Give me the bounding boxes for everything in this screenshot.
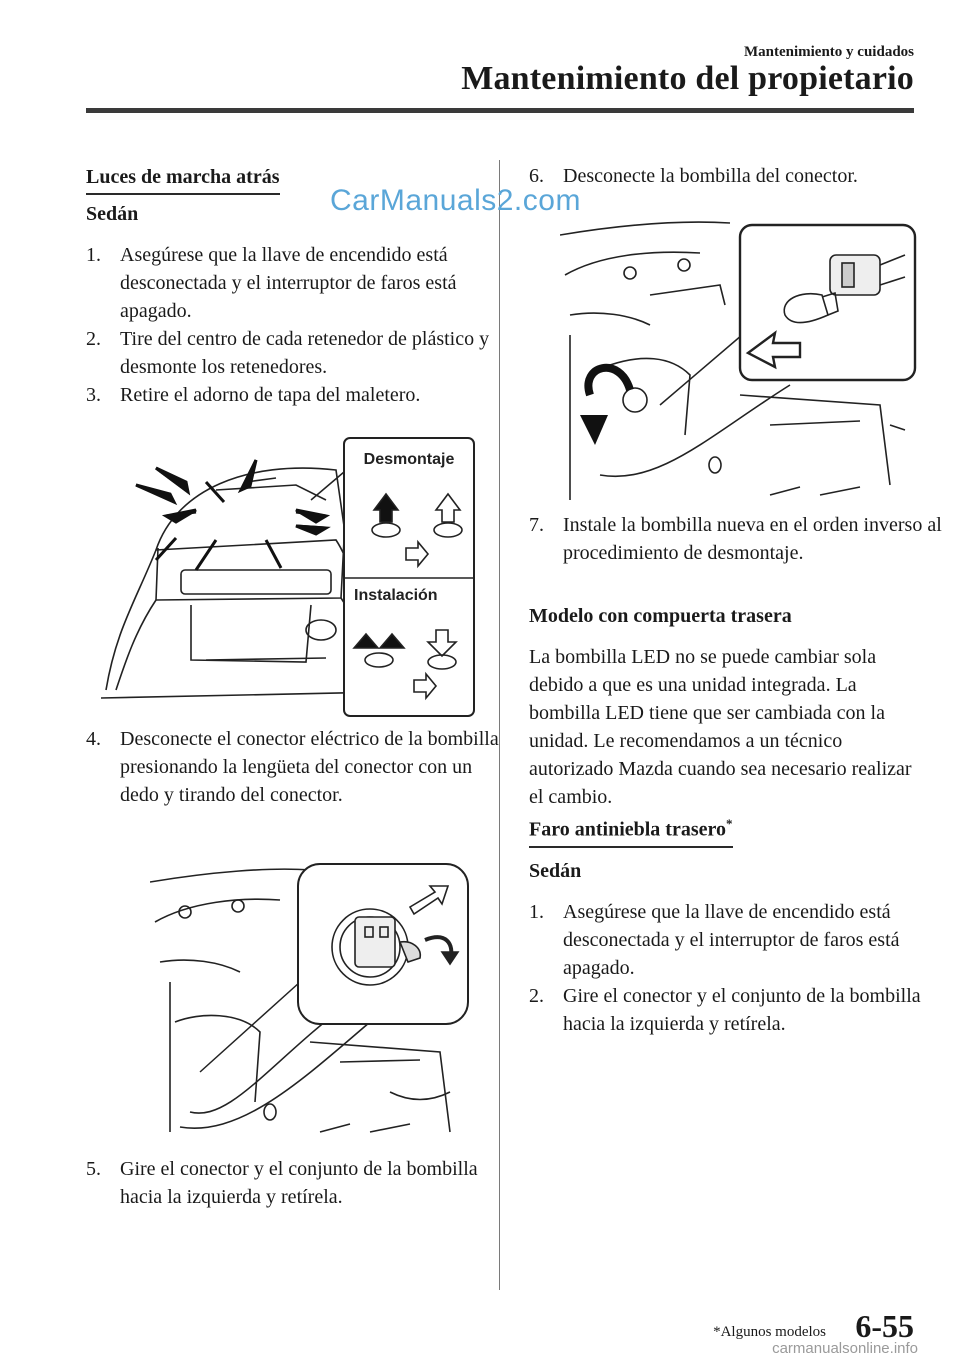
callout-line bbox=[660, 335, 742, 405]
subtitle-sedan-fog: Sedán bbox=[529, 860, 582, 882]
figure-bulb-connector bbox=[560, 215, 920, 505]
footer-site-watermark[interactable]: carmanualsonline.info bbox=[772, 1340, 918, 1357]
step-number: 7. bbox=[529, 514, 544, 536]
step-text: Tire del centro de cada retenedor de plástico y desmonte los retenedores. bbox=[120, 328, 490, 378]
section-title-reverse-lights bbox=[86, 166, 280, 195]
step-number: 3. bbox=[86, 384, 101, 406]
step-number: 1. bbox=[529, 901, 544, 923]
callout-line bbox=[200, 982, 300, 1072]
step-text: Instale la bombilla nueva en el orden inverso al procedimiento de desmontaje. bbox=[563, 514, 942, 564]
header-rule bbox=[86, 108, 914, 113]
section-title-underline bbox=[86, 193, 280, 195]
step-text: Gire el conector y el conjunto de la bombilla hacia la izquierda y retírela. bbox=[563, 985, 921, 1035]
step-7 bbox=[529, 511, 942, 595]
figure-connector bbox=[150, 862, 470, 1152]
step-number: 5. bbox=[86, 1158, 101, 1180]
page-title: Mantenimiento del propietario bbox=[461, 60, 914, 97]
subtitle-hatchback: Modelo con compuerta trasera bbox=[529, 605, 792, 627]
inset-box bbox=[344, 438, 474, 716]
fog-step-2 bbox=[529, 982, 929, 1038]
step-2 bbox=[86, 325, 490, 381]
asterisk-note: * bbox=[726, 816, 733, 831]
step-number: 2. bbox=[86, 328, 101, 350]
arrow-group bbox=[136, 460, 326, 570]
step-number: 2. bbox=[529, 985, 544, 1007]
fog-step-1 bbox=[529, 898, 929, 982]
rotate-arrow bbox=[580, 368, 630, 445]
header-section: Mantenimiento y cuidados bbox=[743, 44, 914, 60]
step-text: Desconecte el conector eléctrico de la bombilla presionando la lengüeta del conector con un dedo y tirando del conector. bbox=[120, 728, 499, 806]
step-text: Desconecte la bombilla del conector. bbox=[563, 165, 858, 187]
step-number: 4. bbox=[86, 728, 101, 750]
section-title-rear-fog bbox=[529, 816, 733, 848]
section-title-text: Faro antiniebla trasero bbox=[529, 818, 727, 841]
subtitle-sedan: Sedán bbox=[86, 203, 139, 225]
step-6 bbox=[529, 162, 929, 190]
label-remove: Desmontaje bbox=[363, 451, 455, 468]
step-text: Retire el adorno de tapa del maletero. bbox=[120, 384, 421, 406]
watermark[interactable]: CarManuals2.com bbox=[330, 184, 581, 217]
footer-note: *Algunos modelos bbox=[713, 1324, 826, 1340]
step-text: Asegúrese que la llave de encendido está desconectada y el interruptor de faros está apagado. bbox=[563, 901, 900, 979]
section-title-text: Luces de marcha atrás bbox=[86, 166, 280, 188]
step-4 bbox=[86, 725, 499, 837]
step-3 bbox=[86, 381, 486, 409]
label-install: Instalación bbox=[354, 587, 438, 604]
step-text: Gire el conector y el conjunto de la bombilla hacia la izquierda y retírela. bbox=[120, 1158, 478, 1208]
step-number: 6. bbox=[529, 165, 544, 187]
step-1 bbox=[86, 241, 486, 325]
figure-trunk-retainers bbox=[96, 430, 486, 720]
paragraph-led-notice: La bombilla LED no se puede cambiar sola debido a que es una unidad integrada. La bombilla LED tiene que ser cambiada con la unidad. Le recomendamos a un técnico autorizado Mazda cuando sea necesario realizar el cambio. bbox=[529, 646, 912, 808]
section-title-underline bbox=[529, 846, 733, 848]
step-5 bbox=[86, 1155, 486, 1211]
page-number: 6-55 bbox=[855, 1308, 914, 1344]
step-number: 1. bbox=[86, 244, 101, 266]
step-text: Asegúrese que la llave de encendido está desconectada y el interruptor de faros está apagado. bbox=[120, 244, 457, 322]
